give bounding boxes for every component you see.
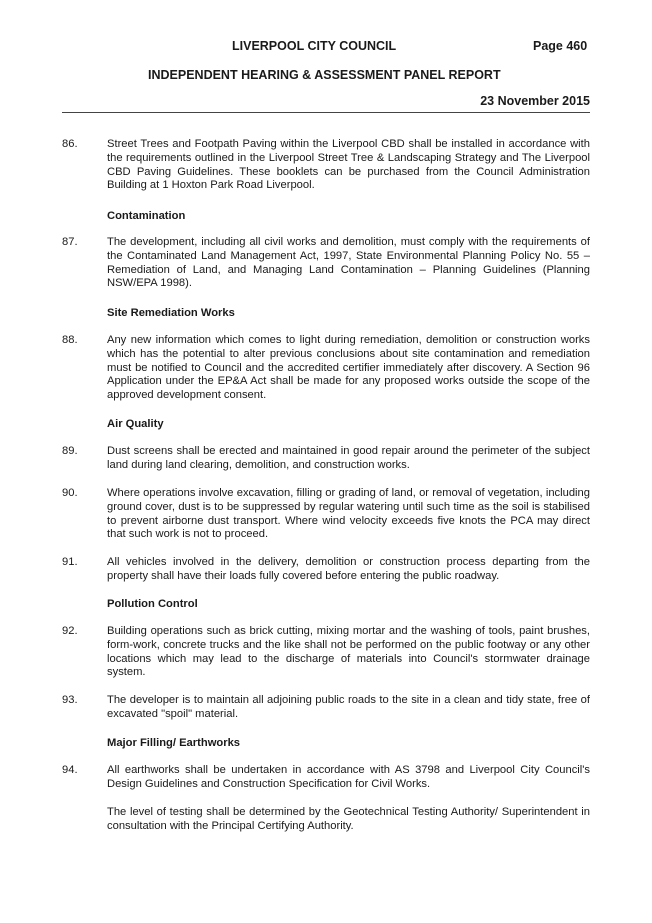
condition-number: 87.: [62, 236, 78, 248]
subheading-site-remediation: Site Remediation Works: [107, 307, 235, 319]
condition-item: [62, 556, 590, 584]
page-number: Page 460: [533, 39, 588, 53]
condition-number: 86.: [62, 138, 78, 150]
condition-item: [62, 487, 590, 542]
condition-number: 89.: [62, 445, 78, 457]
condition-text: Building operations such as brick cutting, mixing mortar and the washing of tools, paint brushes, form-work, concrete trucks and the like shall not be performed on the public footway or any other locations which may lead to the discharge of materials into Council's stormwater drainage system.: [107, 625, 590, 679]
condition-item: [62, 764, 590, 792]
report-title: INDEPENDENT HEARING & ASSESSMENT PANEL REPORT: [148, 68, 501, 82]
condition-item: [62, 694, 590, 722]
condition-paragraph: The level of testing shall be determined by the Geotechnical Testing Authority/ Superintendent in consultation with the Principal Certifying Authority.: [107, 806, 590, 832]
report-date: 23 November 2015: [480, 94, 590, 108]
condition-item: [62, 625, 590, 680]
condition-item: [62, 445, 590, 473]
condition-text: All vehicles involved in the delivery, demolition or construction process departing from the property shall have their loads fully covered before entering the public roadway.: [107, 556, 590, 582]
condition-text: The developer is to maintain all adjoining public roads to the site in a clean and tidy state, free of excavated "spoil" material.: [107, 694, 590, 720]
condition-text: Any new information which comes to light during remediation, demolition or construction works which has the potential to alter previous conclusions about site contamination and remediation must be notified to Council and the accredited certifier immediately after discovery. A Section 96 Application under the EP&A Act shall be made for any proposed works outside the scope of the approved development consent.: [107, 334, 590, 402]
condition-number: 91.: [62, 556, 78, 568]
header-divider: [62, 112, 590, 113]
condition-number: 88.: [62, 334, 78, 346]
condition-item: [62, 236, 590, 291]
condition-item: [62, 138, 590, 193]
condition-text: Dust screens shall be erected and maintained in good repair around the perimeter of the subject land during land clearing, demolition, and construction works.: [107, 445, 590, 471]
subheading-air-quality: Air Quality: [107, 418, 164, 430]
subheading-major-filling: Major Filling/ Earthworks: [107, 737, 241, 749]
subheading-contamination: Contamination: [107, 210, 186, 222]
condition-text: Where operations involve excavation, filling or grading of land, or removal of vegetation, including ground cover, dust is to be suppressed by regular watering until such time as the soil is stabilised to prevent airborne dust transport. Where wind velocity exceeds five knots the PCA may direct that such work is not to proceed.: [107, 487, 590, 541]
condition-text: Street Trees and Footpath Paving within the Liverpool CBD shall be installed in accordance with the requirements outlined in the Liverpool Street Tree & Landscaping Strategy and The Liverpool CBD Paving Guidelines. These booklets can be purchased from the Council Administration Building at 1 Hoxton Park Road Liverpool.: [107, 138, 590, 192]
condition-item: [62, 334, 590, 403]
condition-number: 94.: [62, 764, 78, 776]
council-name: LIVERPOOL CITY COUNCIL: [232, 39, 397, 53]
condition-text: The development, including all civil works and demolition, must comply with the requirements of the Contaminated Land Management Act, 1997, State Environmental Planning Policy No. 55 – Remediation of Land, and Managing Land Contamination – Planning Guidelines (Planning NSW/EPA 1998).: [107, 236, 590, 290]
condition-number: 93.: [62, 694, 78, 706]
condition-number: 92.: [62, 625, 78, 637]
condition-number: 90.: [62, 487, 78, 499]
condition-text: All earthworks shall be undertaken in accordance with AS 3798 and Liverpool City Council's Design Guidelines and Construction Specification for Civil Works.: [107, 764, 590, 790]
subheading-pollution-control: Pollution Control: [107, 598, 198, 610]
